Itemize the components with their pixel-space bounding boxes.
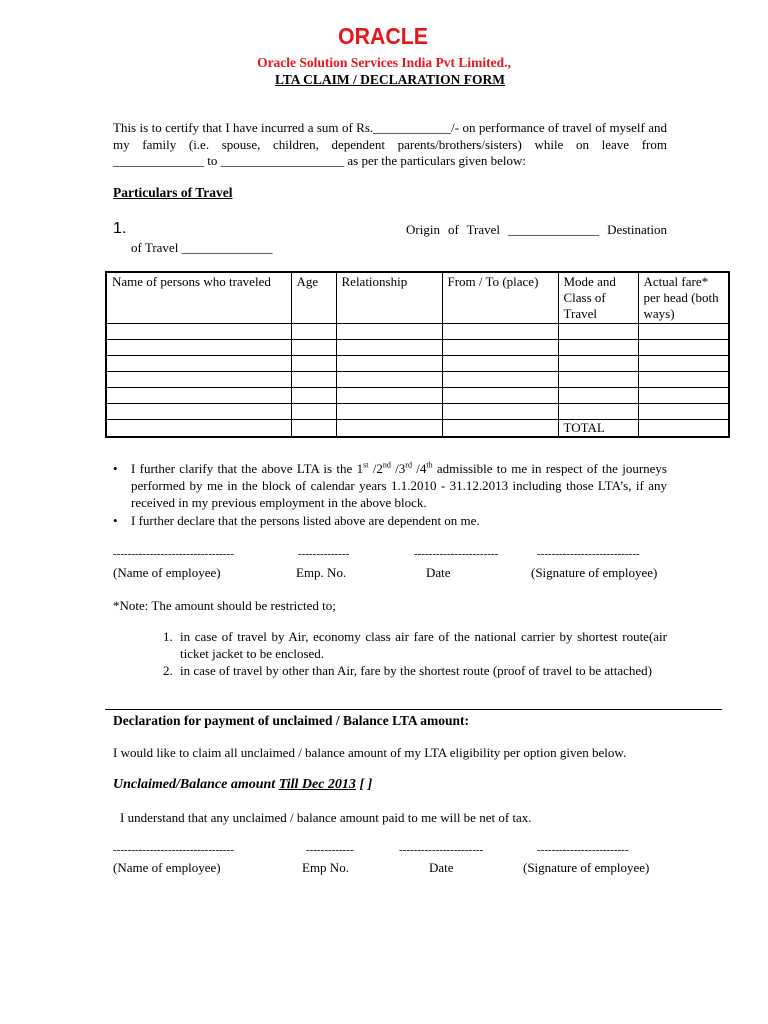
- col-mode-class: Mode and Class of Travel: [558, 272, 638, 324]
- label-signature: (Signature of employee): [523, 860, 650, 875]
- note-list: [163, 629, 667, 681]
- signature-line[interactable]: -------------------------: [537, 844, 629, 856]
- col-from-to: From / To (place): [442, 272, 558, 324]
- table-total-row: [106, 420, 729, 438]
- section-divider: [105, 709, 722, 710]
- name-line[interactable]: ---------------------------------: [113, 548, 234, 560]
- note-title: *Note: The amount should be restricted to;: [113, 598, 336, 613]
- label-date: Date: [426, 565, 451, 580]
- date-line[interactable]: -----------------------: [414, 548, 499, 560]
- label-name-of-employee: (Name of employee): [113, 565, 221, 580]
- table-header-row: [106, 272, 729, 324]
- logo-text: ORACLE: [338, 23, 428, 49]
- label-emp-no: Emp No.: [302, 860, 349, 875]
- declaration-list: [113, 460, 667, 530]
- form-title: LTA CLAIM / DECLARATION FORM: [274, 72, 506, 87]
- table-row[interactable]: [106, 324, 729, 340]
- label-name-of-employee: (Name of employee): [113, 860, 221, 875]
- signature-line[interactable]: ----------------------------: [537, 548, 640, 560]
- of-travel-line: of Travel ______________: [131, 240, 273, 255]
- bullet-icon: •: [113, 461, 118, 476]
- date-line[interactable]: -----------------------: [399, 844, 484, 856]
- oracle-logo: [336, 22, 430, 50]
- col-age: Age: [291, 272, 336, 324]
- origin-destination-line: Origin of Travel ______________ Destination: [406, 222, 667, 237]
- travel-number: 1.: [113, 220, 127, 237]
- label-date: Date: [429, 860, 454, 875]
- option-checkbox[interactable]: [ ]: [355, 777, 373, 792]
- particulars-heading: Particulars of Travel: [113, 185, 233, 200]
- bullet-icon: •: [113, 513, 118, 528]
- col-actual-fare: Actual fare* per head (both ways): [638, 272, 729, 324]
- list-item: 2. in case of travel by other than Air, fare by the shortest route (proof of travel to be attached): [163, 663, 652, 678]
- emp-no-line[interactable]: --------------: [298, 548, 350, 560]
- unclaimed-heading: Declaration for payment of unclaimed / Balance LTA amount:: [113, 713, 469, 728]
- col-relationship: Relationship: [336, 272, 442, 324]
- table-row[interactable]: [106, 372, 729, 388]
- emp-no-line[interactable]: -------------: [306, 844, 354, 856]
- name-line[interactable]: ---------------------------------: [113, 844, 234, 856]
- travel-table: [105, 271, 730, 438]
- unclaimed-option: Unclaimed/Balance amount Till Dec 2013 [ ]: [113, 777, 373, 792]
- list-item: • I further declare that the persons listed above are dependent on me.: [113, 513, 480, 528]
- list-item: 1. in case of travel by Air, economy class air fare of the national carrier by shortest route(air ticket jacket to be enclosed.: [163, 629, 667, 661]
- label-emp-no: Emp. No.: [296, 565, 347, 580]
- table-row[interactable]: [106, 404, 729, 420]
- understand-text: I understand that any unclaimed / balance amount paid to me will be net of tax.: [120, 810, 532, 825]
- list-item: • I further clarify that the above LTA is the 1st /2nd /3rd /4th admissible to me in respect of the journeys performed by me in the block of calendar years 1.1.2010 - 31.12.2013 including those LTA’s, if any received in my previous employment in the above block.: [113, 460, 667, 510]
- label-signature: (Signature of employee): [531, 565, 658, 580]
- company-name: Oracle Solution Services India Pvt Limited.,: [257, 55, 511, 70]
- table-row[interactable]: [106, 356, 729, 372]
- total-value[interactable]: [638, 420, 729, 438]
- claim-text: I would like to claim all unclaimed / balance amount of my LTA eligibility per option given below.: [113, 745, 627, 760]
- total-label: TOTAL: [558, 420, 638, 438]
- table-row[interactable]: [106, 340, 729, 356]
- certify-paragraph: This is to certify that I have incurred a sum of Rs.____________/- on performance of travel of myself and my family (i.e. spouse, children, dependent parents/brothers/sisters) while on leave from ______________ to ___________________ as per the particulars given below:: [113, 120, 667, 168]
- table-row[interactable]: [106, 388, 729, 404]
- col-name: Name of persons who traveled: [106, 272, 291, 324]
